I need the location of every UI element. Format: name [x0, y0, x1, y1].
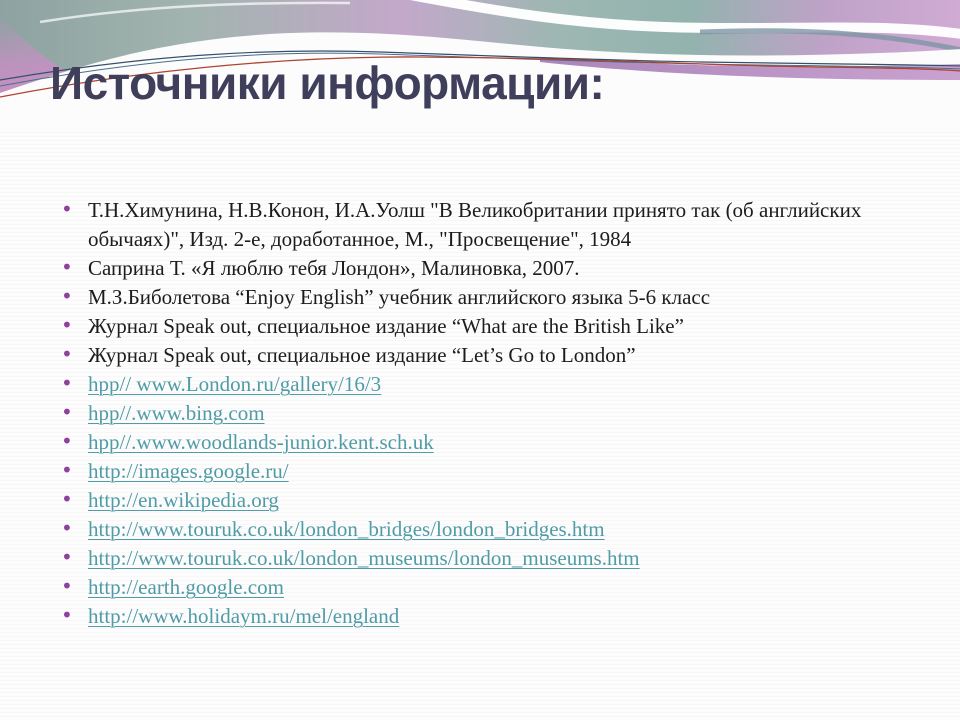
reference-item	[50, 283, 862, 312]
reference-item	[50, 254, 862, 283]
reference-link[interactable]: hpp// www.London.ru/gallery/16/3	[88, 372, 382, 396]
reference-link[interactable]: hpp//.www.bing.com	[88, 401, 265, 425]
bullet-icon: •	[61, 545, 73, 569]
reference-link[interactable]: http://www.touruk.co.uk/london_museums/london_museums.htm	[88, 546, 640, 570]
reference-text: Саприна Т. «Я люблю тебя Лондон», Малиновка, 2007.	[88, 256, 580, 280]
reference-item	[50, 544, 862, 573]
bullet-icon: •	[61, 516, 73, 540]
reference-item	[50, 515, 862, 544]
bullet-icon: •	[61, 458, 73, 482]
reference-list	[50, 196, 862, 631]
reference-item	[50, 486, 862, 515]
bullet-icon: •	[61, 429, 73, 453]
reference-link[interactable]: http://www.touruk.co.uk/london_bridges/london_bridges.htm	[88, 517, 605, 541]
reference-text: М.З.Биболетова “Enjoy English” учебник английского языка 5-6 класс	[88, 285, 711, 309]
reference-text: Т.Н.Химунина, Н.В.Конон, И.А.Уолш "В Великобритании принято так (об английских обычаях)", Изд. 2-е, доработанное, М., "Просвещение", 1984	[88, 198, 862, 251]
reference-item	[50, 312, 862, 341]
slide-title: Источники информации:	[50, 57, 605, 109]
bullet-icon: •	[61, 371, 73, 395]
reference-link[interactable]: http://images.google.ru/	[88, 459, 289, 483]
reference-text: Журнал Speak out, специальное издание “Let’s Go to London”	[88, 343, 636, 367]
reference-item	[50, 399, 862, 428]
reference-item	[50, 457, 862, 486]
reference-link[interactable]: http://www.holidaym.ru/mel/england	[88, 604, 400, 628]
bullet-icon: •	[61, 313, 73, 337]
bullet-icon: •	[61, 284, 73, 308]
reference-item	[50, 370, 862, 399]
reference-item	[50, 573, 862, 602]
reference-link[interactable]: http://en.wikipedia.org	[88, 488, 279, 512]
reference-item	[50, 341, 862, 370]
bullet-icon: •	[61, 342, 73, 366]
bullet-icon: •	[61, 255, 73, 279]
bullet-icon: •	[61, 400, 73, 424]
bullet-icon: •	[61, 603, 73, 627]
reference-item	[50, 602, 862, 631]
bullet-icon: •	[61, 487, 73, 511]
bullet-icon: •	[61, 197, 73, 221]
bullet-icon: •	[61, 574, 73, 598]
reference-item	[50, 428, 862, 457]
reference-link[interactable]: hpp//.www.woodlands-junior.kent.sch.uk	[88, 430, 434, 454]
reference-item	[50, 196, 862, 254]
reference-link[interactable]: http://earth.google.com	[88, 575, 284, 599]
reference-text: Журнал Speak out, специальное издание “What are the British Like”	[88, 314, 684, 338]
